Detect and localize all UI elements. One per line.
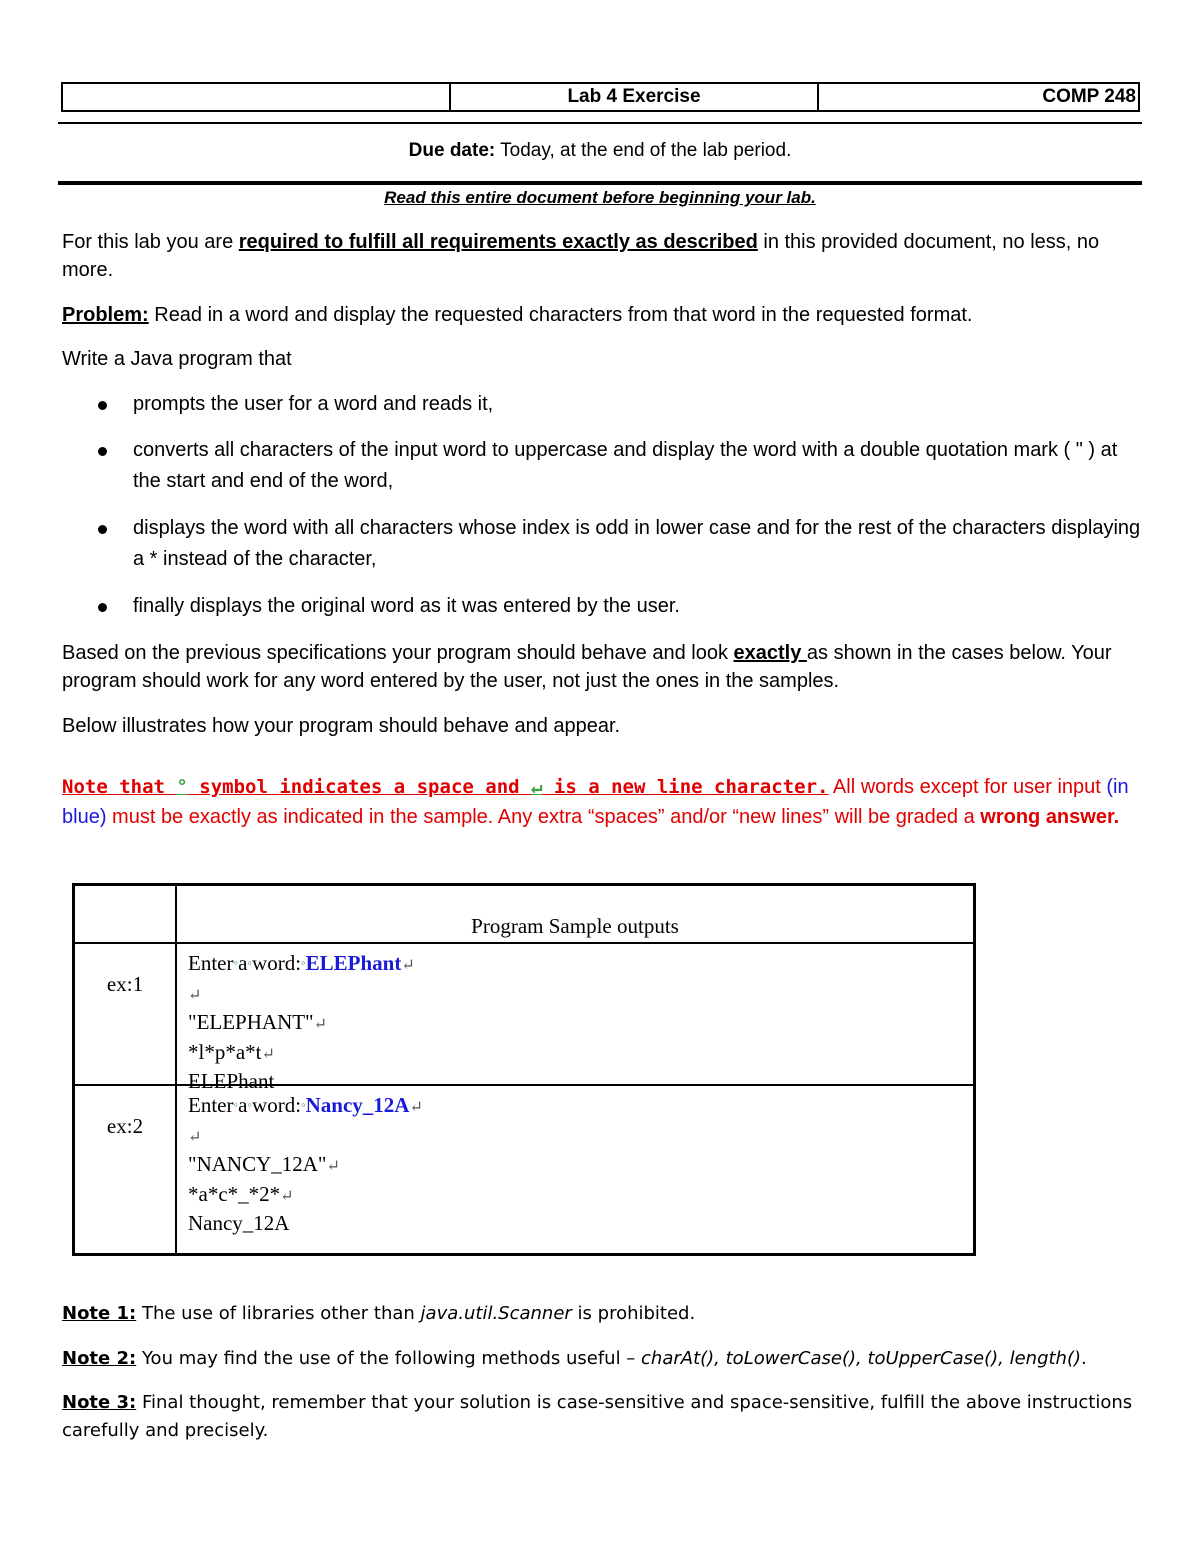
space-marker-icon: ◦ (233, 955, 239, 970)
table-row-divider (75, 942, 973, 944)
note-mono-3: is a new line character. (542, 776, 829, 798)
table-header: Program Sample outputs (471, 914, 679, 938)
lab-title: Lab 4 Exercise (451, 84, 819, 110)
list-item (133, 435, 1143, 497)
example-output (188, 1091, 423, 1238)
problem-label: Problem: (62, 304, 149, 326)
bullet-icon (98, 525, 107, 534)
bullet-icon (98, 401, 107, 410)
newline-symbol: ↵ (531, 776, 543, 798)
bullet-icon (98, 603, 107, 612)
space-marker-icon: ◦ (301, 1097, 306, 1112)
due-divider (58, 181, 1142, 185)
formatting-note (62, 772, 1142, 832)
requirement-text: converts all characters of the input word to uppercase and display the word with a double quotation mark ( " ) at the start and end of the word, (133, 439, 1118, 492)
note-label: Note 1: (62, 1303, 137, 1324)
course-code: COMP 248 (1042, 86, 1136, 107)
note-2 (62, 1345, 1142, 1373)
note-mono-2: symbol indicates a space and (187, 776, 532, 798)
problem-statement (62, 301, 1142, 329)
requirement-text: displays the word with all characters whose index is odd in lower case and for the rest of the characters displaying a * instead of the character, (133, 517, 1141, 570)
note-italic: charAt(), toLowerCase(), toUpperCase(), length() (641, 1348, 1082, 1369)
prompt-word: a (238, 1093, 248, 1117)
behavior-emphasis: exactly (733, 642, 807, 664)
note-3 (62, 1389, 1142, 1445)
example-label: ex:2 (106, 1114, 144, 1138)
due-date (58, 140, 1142, 162)
sample-output-table (72, 883, 976, 1256)
due-date-text: Today, at the end of the lab period. (495, 140, 792, 161)
space-marker-icon: ◦ (247, 955, 253, 970)
note-wrong-answer: wrong answer. (980, 806, 1120, 828)
list-item (133, 513, 1143, 575)
newline-marker-icon: ↵ (409, 1099, 423, 1116)
read-notice: Read this entire document before beginning your lab. (384, 188, 816, 207)
example-output (188, 949, 415, 1096)
list-item (133, 389, 1143, 420)
note-text-end: is prohibited. (571, 1303, 696, 1324)
output-line: *a*c*_*2* (188, 1181, 281, 1206)
below-text: Below illustrates how your program should behave and appear. (62, 715, 621, 737)
bullet-icon (98, 447, 107, 456)
write-intro: Write a Java program that (62, 348, 292, 370)
newline-marker-icon: ↵ (401, 957, 415, 974)
space-marker-icon: ◦ (301, 955, 306, 970)
note-text-1: All words except for user input (828, 776, 1107, 798)
note-mono-1: Note that (62, 776, 177, 798)
note-text: You may find the use of the following methods useful – (136, 1348, 642, 1369)
list-item (133, 591, 1143, 622)
intro-text-start: For this lab you are (62, 231, 239, 253)
requirement-text: finally displays the original word as it was entered by the user. (133, 595, 680, 617)
behavior-text-end: as shown in the cases below. Your program should work for any word entered by the user, not just the ones in the samples. (62, 642, 1112, 692)
behavior-paragraph (62, 639, 1142, 695)
behavior-text-start: Based on the previous specifications your program should behave and look (62, 642, 734, 664)
note-italic: java.util.Scanner (420, 1303, 572, 1324)
prompt-word: Enter (188, 951, 234, 975)
space-marker-icon: ◦ (233, 1097, 239, 1112)
example-label: ex:1 (106, 972, 144, 996)
output-line: *l*p*a*t (188, 1039, 262, 1064)
newline-marker-icon: ↵ (313, 1016, 328, 1033)
output-line: ELEPhant (188, 1069, 275, 1093)
note-text-2: must be exactly as indicated in the sample. Any extra “spaces” and/or “new lines” will be graded a (106, 806, 981, 828)
note-text: The use of libraries other than (136, 1303, 421, 1324)
newline-marker-icon: ↵ (261, 1045, 275, 1063)
output-line: "ELEPHANT" (188, 1010, 314, 1034)
note-label: Note 3: (62, 1392, 137, 1413)
user-input: ELEPhant (305, 951, 402, 975)
prompt-word: Enter (188, 1093, 234, 1117)
header-table (61, 82, 1140, 112)
intro-text-end: in this provided document, no less, no more. (62, 231, 1100, 281)
newline-marker-icon: ↵ (188, 986, 202, 1004)
newline-marker-icon: ↵ (188, 1128, 202, 1146)
note-in-blue: (in blue) (62, 776, 1129, 828)
note-text-end: . (1081, 1348, 1087, 1369)
user-input: Nancy_12A (305, 1093, 410, 1117)
output-line: Nancy_12A (188, 1211, 290, 1235)
prompt-word: word: (252, 1093, 302, 1117)
header-blank-cell (63, 84, 451, 110)
note-label: Note 2: (62, 1348, 137, 1369)
prompt-word: word: (252, 951, 302, 975)
prompt-word: a (238, 951, 248, 975)
intro-paragraph (62, 228, 1142, 284)
newline-marker-icon: ↵ (280, 1187, 294, 1205)
intro-emphasis: required to fulfill all requirements exactly as described (238, 231, 758, 253)
problem-text: Read in a word and display the requested characters from that word in the requested format. (148, 304, 973, 326)
requirement-text: prompts the user for a word and reads it, (133, 393, 494, 415)
space-symbol: ° (176, 776, 188, 798)
note-1 (62, 1300, 1142, 1328)
header-divider (58, 122, 1142, 124)
space-marker-icon: ◦ (247, 1097, 253, 1112)
newline-marker-icon: ↵ (326, 1158, 340, 1175)
output-line: "NANCY_12A" (188, 1152, 327, 1176)
due-date-label: Due date: (408, 140, 496, 161)
note-text: Final thought, remember that your solution is case-sensitive and space-sensitive, fulfill the above instructions carefully and precisely. (62, 1392, 1133, 1441)
